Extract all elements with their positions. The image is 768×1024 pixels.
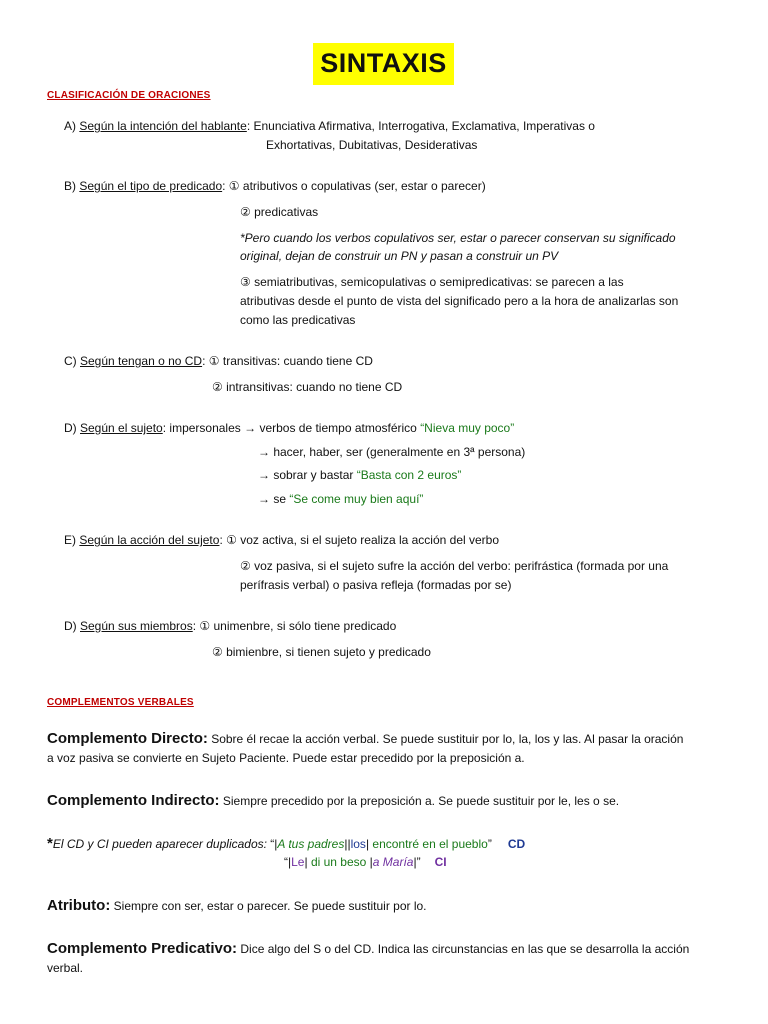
item-c-line1 (64, 355, 373, 369)
quote-mark: “| (270, 837, 278, 851)
separator: | (304, 855, 311, 869)
item-prefix: D) (64, 421, 80, 435)
item-d-option-3-text: → sobrar y bastar (258, 468, 357, 482)
item-c-label: Según tengan o no CD (80, 354, 203, 368)
item-d-option-4 (258, 493, 423, 507)
cd-line2: a voz pasiva se convierte en Sujeto Paciente. Puede estar precedido por la preposición a. (47, 751, 525, 765)
item-b-label: Según el tipo de predicado (79, 179, 223, 193)
page-title: SINTAXIS (313, 43, 454, 85)
item-prefix: C) (64, 354, 80, 368)
example-cd-phrase: A tus padres (277, 837, 345, 851)
section-heading-complementos: COMPLEMENTOS VERBALES (47, 697, 194, 708)
item-d-option-1: impersonales → verbos de tiempo atmosférico (169, 421, 421, 435)
colon: : (105, 897, 111, 914)
example-ci-phrase: a María (372, 855, 414, 869)
atributo-line1 (47, 897, 427, 914)
quote-mark: |” (413, 855, 421, 869)
atributo-heading: Atributo (47, 897, 106, 914)
item-f-label: Según sus miembros (80, 619, 193, 633)
item-a-text: Enunciativa Afirmativa, Interrogativa, Exclamativa, Imperativas o (250, 119, 595, 133)
separator: | (369, 855, 373, 869)
item-b-option-2 (240, 206, 318, 220)
item-b-option-3-line3: como las predicativas (240, 313, 356, 327)
colon: : (219, 533, 227, 547)
item-a-label: Según la intención del hablante (79, 119, 247, 133)
quote-mark: ” (487, 837, 492, 851)
cd-text: Sobre él recae la acción verbal. Se puede sustituir por lo, la, los y las. Al pasar la oración (207, 732, 684, 746)
item-e-option-2-line2: perífrasis verbal) o pasiva refleja (formadas por se) (240, 578, 512, 592)
number-marker: ② (240, 205, 255, 219)
item-b-option-3-line2: atributivas desde el punto de vista del significado pero a la hora de analizarlas son (240, 294, 679, 308)
ci-line1 (47, 792, 619, 809)
cp-line1 (47, 940, 689, 957)
item-prefix: E) (64, 533, 80, 547)
number-marker: ① (225, 179, 243, 193)
item-e-option-1: ① voz activa, si el sujeto realiza la acción del verbo (226, 533, 500, 547)
duplication-line1 (47, 835, 525, 852)
colon: : (214, 792, 220, 809)
asterisk: * (47, 835, 53, 852)
item-b-line1 (64, 180, 486, 194)
tag-ci: CI (434, 855, 447, 869)
item-e-label: Según la acción del sujeto (79, 533, 220, 547)
item-d-line1 (64, 422, 514, 436)
item-f-option-2: ② bimienbre, si tienen sujeto y predicado (212, 645, 431, 659)
example-quote: “Nieva muy poco” (420, 421, 515, 435)
example-verb-phrase: di un beso (310, 855, 370, 869)
colon: : (192, 619, 200, 633)
item-a-line2: Exhortativas, Dubitativas, Desiderativas (266, 138, 478, 152)
example-verb-phrase: encontré en el pueblo (372, 837, 488, 851)
item-d-option-2: → hacer, haber, ser (generalmente en 3ª persona) (258, 445, 526, 459)
item-f-line1 (64, 620, 396, 634)
atributo-text: Siempre con ser, estar o parecer. Se puede sustituir por lo. (110, 899, 427, 913)
cp-heading: Complemento Predicativo: (47, 940, 238, 957)
cd-line1 (47, 730, 683, 747)
item-b-option-2-text: predicativas (254, 205, 319, 219)
item-prefix: B) (64, 179, 80, 193)
item-e-line1 (64, 534, 499, 548)
item-c-option-1: ① transitivas: cuando tiene CD (208, 354, 373, 368)
example-ci-pronoun: Le (291, 855, 305, 869)
item-b-option-1-detail: (ser, estar o parecer) (370, 179, 486, 193)
ci-heading: Complemento Indirecto (47, 792, 215, 809)
colon: : (222, 179, 226, 193)
tag-cd: CD (507, 837, 526, 851)
section-heading-clasificacion: CLASIFICACIÓN DE ORACIONES (47, 90, 211, 101)
item-f-option-1: ① unimenbre, si sólo tiene predicado (199, 619, 397, 633)
colon: : (202, 730, 208, 747)
item-b-option-1: atributivos o copulativas (242, 179, 371, 193)
separator: | (365, 837, 373, 851)
separator: || (344, 837, 351, 851)
example-cd-pronoun: los (350, 837, 366, 851)
colon: : (246, 119, 251, 133)
item-d-option-4-text: → se (258, 492, 290, 506)
item-a-line1 (64, 120, 595, 134)
example-quote: “Se come muy bien aquí” (289, 492, 424, 506)
item-d-label: Según el sujeto (80, 421, 163, 435)
item-b-option-3-text: semiatributivas, semicopulativas o semipredicativas: se parecen a las (254, 275, 624, 289)
item-e-option-2-line1: ② voz pasiva, si el sujeto sufre la acción del verbo: perifrástica (formada por una (240, 559, 669, 573)
cp-line2: verbal. (47, 961, 84, 975)
example-quote: “Basta con 2 euros” (356, 468, 462, 482)
quote-mark: “| (284, 855, 292, 869)
duplication-line2 (284, 856, 447, 870)
item-b-option-3-line1 (240, 276, 624, 290)
colon: : (202, 354, 209, 368)
colon: : (162, 421, 170, 435)
item-b-note-line2: original, dejan de construir un PN y pasan a construir un PV (240, 249, 559, 263)
number-marker: ③ (240, 275, 255, 289)
item-prefix: A) (64, 119, 80, 133)
ci-text: Siempre precedido por la preposición a. Se puede sustituir por le, les o se. (219, 794, 620, 808)
duplication-text: El CD y CI pueden aparecer duplicados: (52, 837, 271, 851)
item-c-option-2: ② intransitivas: cuando no tiene CD (212, 380, 403, 394)
cp-text: Dice algo del S o del CD. Indica las circunstancias en las que se desarrolla la acción (237, 942, 690, 956)
item-prefix: D) (64, 619, 80, 633)
cd-heading: Complemento Directo (47, 730, 203, 747)
item-b-note-line1: *Pero cuando los verbos copulativos ser, estar o parecer conservan su significado (240, 231, 676, 245)
item-d-option-3 (258, 469, 461, 483)
